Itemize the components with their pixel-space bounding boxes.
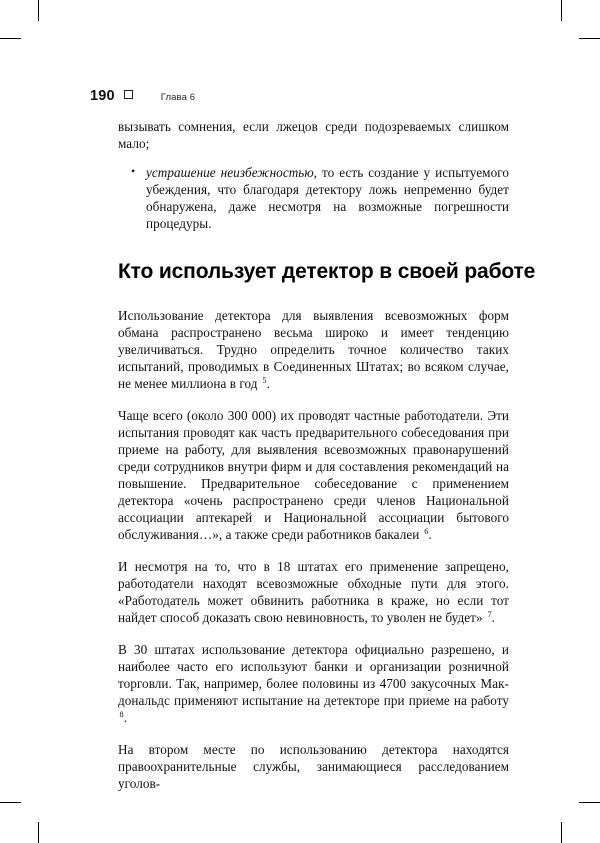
paragraph-tail: . bbox=[428, 527, 432, 543]
bullet-italic-lead: устрашение неизбежностью bbox=[146, 165, 314, 181]
footnote-marker: 6 bbox=[424, 526, 429, 536]
crop-mark-bottom-right-vertical bbox=[561, 822, 562, 843]
paragraph bbox=[118, 307, 509, 392]
page-title: Кто использует детектор в своей работе bbox=[118, 259, 536, 283]
crop-mark-top-right-horizontal bbox=[579, 38, 600, 39]
crop-mark-bottom-left-horizontal bbox=[0, 802, 21, 803]
page-number: 190 bbox=[90, 88, 115, 104]
paragraph-text: И несмотря на то, что в 18 штатах его применение запрещено, работодатели находят всевозможные обходные пути для этого. «Работодатель может обвинить работника в краже, но если тот найдет способ доказать свою невиновность, то уволен не будет» bbox=[118, 558, 509, 626]
paragraph-text: Использование детектора для выявления всевозможных форм обмана распространено весьма широко и имеет тенденцию увеличиваться. Трудно определить точное количество таких испытаний, проводимых в Соединенных Штатах; во всяком случае, не менее миллиона в год bbox=[118, 307, 509, 391]
crop-mark-top-left-vertical bbox=[38, 0, 39, 21]
paragraph bbox=[118, 741, 509, 792]
crop-mark-bottom-right-horizontal bbox=[579, 802, 600, 803]
paragraph bbox=[118, 407, 509, 544]
section-heading-wrap bbox=[118, 259, 536, 284]
footnote-marker: 5 bbox=[262, 375, 267, 385]
body-text-block bbox=[118, 118, 536, 792]
paragraph-text: В 30 штатах использование детектора официально разрешено, и наиболее часто его используют банки и организации розничной торговли. Так, например, более половины из 4700 закусочных Мак-дональдс применяют испытание на детекторе при приеме на работу bbox=[118, 641, 509, 708]
paragraph bbox=[118, 641, 509, 726]
paragraph-text: На втором месте по использованию детектора находятся правоохранительные службы, занимающиеся расследованием уголов- bbox=[118, 741, 509, 791]
paragraph-tail: . bbox=[123, 710, 128, 726]
book-page bbox=[90, 0, 536, 843]
paragraph-tail: . bbox=[491, 610, 496, 626]
bullet-list bbox=[118, 164, 509, 232]
crop-mark-top-left-horizontal bbox=[0, 38, 21, 39]
footnote-marker: 8 bbox=[119, 709, 124, 719]
list-item bbox=[118, 164, 509, 232]
crop-mark-bottom-left-vertical bbox=[38, 822, 39, 843]
running-head bbox=[90, 88, 195, 108]
paragraph-text: Чаще всего (около 300 000) их проводят частные работодатели. Эти испытания проводят как часть предварительного собеседования при приеме на работу, для выявления всевозможных правонарушений среди сотрудников внутри фирм и для составления рекомендаций на повышение. Предварительное собеседование с применением детектора «очень распространено среди членов Национальной ассоциации аптекарей и Национальной ассоциации бытового обслуживания…», а также среди работников бакалеи bbox=[118, 407, 509, 543]
footnote-marker: 7 bbox=[487, 609, 492, 619]
paragraph bbox=[118, 558, 509, 626]
paragraph-tail: . bbox=[266, 375, 270, 391]
chapter-label: Глава 6 bbox=[160, 92, 196, 103]
bullet-rest: , то есть создание у испытуемого убеждения, что благодаря детектору ложь непременно будет обнаружена, даже несмотря на возможные погрешности процедуры. bbox=[146, 165, 509, 232]
crop-mark-top-right-vertical bbox=[561, 0, 562, 21]
continued-paragraph: вызывать сомнения, если лжецов среди подозреваемых слишком мало; bbox=[118, 119, 509, 152]
square-bullet-icon bbox=[124, 90, 133, 99]
